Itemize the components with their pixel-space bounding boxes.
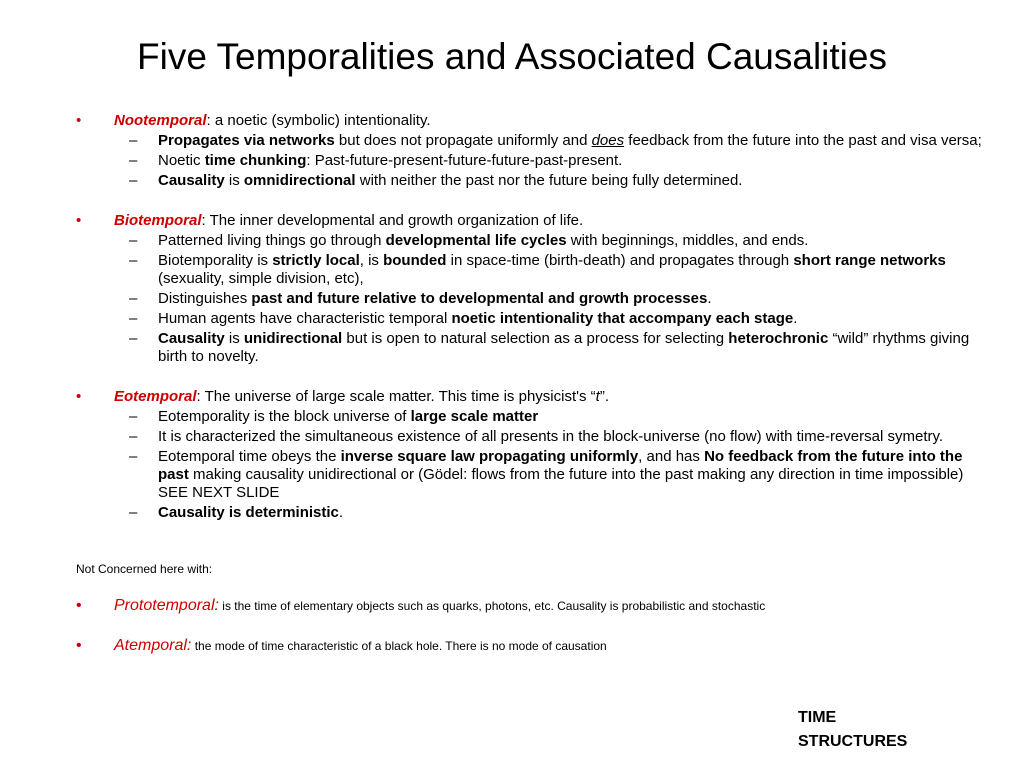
sub-item <box>76 290 986 308</box>
sub-item <box>76 504 986 522</box>
text: It is characterized the simultaneous existence of all presents in the block-universe (no flow) with time-reversal symetry. <box>158 428 944 445</box>
text-bold: past and future relative to developmental and growth processes <box>251 290 708 307</box>
desc-biotemporal: : The inner developmental and growth organization of life. <box>201 212 584 229</box>
time-structures-label <box>798 706 907 754</box>
dash-icon: – <box>129 252 138 269</box>
bullet-prototemporal <box>76 596 986 616</box>
bullet-nootemporal <box>76 112 986 130</box>
text: in space-time (birth-death) and propagates through <box>446 252 794 269</box>
text-bold: omnidirectional <box>243 172 356 189</box>
bullet-atemporal <box>76 636 986 656</box>
dash-icon: – <box>129 504 138 521</box>
text: but does not propagate uniformly and <box>334 132 592 149</box>
text: feedback from the future into the past and visa versa; <box>624 132 982 149</box>
text: , and has <box>638 448 705 465</box>
sub-item <box>76 152 986 170</box>
text: “wild” rhythms giving birth to novelty. <box>158 330 970 365</box>
text-italic: t <box>595 388 600 405</box>
text-bold: developmental life cycles <box>385 232 567 249</box>
sub-item <box>76 408 986 426</box>
sub-item <box>76 428 986 446</box>
dash-icon: – <box>129 132 138 149</box>
bullet-eotemporal <box>76 388 986 406</box>
bullet-icon: • <box>76 112 82 129</box>
sub-item <box>76 172 986 190</box>
text: but is open to natural selection as a process for selecting <box>342 330 729 347</box>
text: with neither the past nor the future being fully determined. <box>355 172 743 189</box>
text-bold: large scale matter <box>410 408 539 425</box>
dash-icon: – <box>129 172 138 189</box>
text-bold: Propagates via networks <box>158 132 335 149</box>
text-bold: inverse square law propagating uniformly <box>340 448 639 465</box>
bullet-biotemporal <box>76 212 986 230</box>
stamp-line-1: TIME <box>798 709 837 726</box>
bullet-icon: • <box>76 597 82 614</box>
dash-icon: – <box>129 152 138 169</box>
text-bold: strictly local <box>272 252 360 269</box>
sub-item <box>76 132 986 150</box>
term-eotemporal: Eotemporal <box>114 388 197 405</box>
dash-icon: – <box>129 448 138 465</box>
desc-atemporal: the mode of time characteristic of a black hole. There is no mode of causation <box>191 639 607 653</box>
dash-icon: – <box>129 290 138 307</box>
text: is <box>224 172 244 189</box>
text: Biotemporality is <box>158 252 273 269</box>
text: Distinguishes <box>158 290 252 307</box>
text-bold: bounded <box>383 252 447 269</box>
term-biotemporal: Biotemporal <box>114 212 202 229</box>
text: : Past-future-present-future-future-past-present. <box>306 152 623 169</box>
text: (sexuality, simple division, etc), <box>158 270 364 287</box>
text: . <box>793 310 798 327</box>
desc-nootemporal: : a noetic (symbolic) intentionality. <box>206 112 431 129</box>
text: Eotemporal time obeys the <box>158 448 341 465</box>
bullet-icon: • <box>76 637 82 654</box>
dash-icon: – <box>129 310 138 327</box>
dash-icon: – <box>129 428 138 445</box>
text: ”. <box>599 388 609 405</box>
text: Human agents have characteristic temporal <box>158 310 452 327</box>
text: Patterned living things go through <box>158 232 386 249</box>
stamp-line-2: STRUCTURES <box>798 733 908 750</box>
text: Noetic <box>158 152 205 169</box>
text-bold: short range networks <box>793 252 946 269</box>
term-atemporal: Atemporal: <box>114 637 192 654</box>
text: , is <box>359 252 384 269</box>
text-bold: Causality is deterministic <box>158 504 339 521</box>
text: making causality unidirectional or (Gödel: flows from the future into the past making any direction in time impossible) SEE NEXT SLIDE <box>158 466 964 501</box>
sub-item <box>76 330 986 366</box>
bullet-icon: • <box>76 212 82 229</box>
dash-icon: – <box>129 408 138 425</box>
not-concerned-label: Not Concerned here with: <box>76 562 213 576</box>
text-bold: unidirectional <box>243 330 343 347</box>
text-bold: time chunking <box>204 152 307 169</box>
sub-item <box>76 310 986 328</box>
slide-title: Five Temporalities and Associated Causalities <box>137 36 887 77</box>
bullet-icon: • <box>76 388 82 405</box>
dash-icon: – <box>129 330 138 347</box>
text-bold: heterochronic <box>728 330 829 347</box>
sub-item <box>76 252 986 288</box>
text: . <box>338 504 344 521</box>
text-bold: noetic intentionality that accompany each stage <box>451 310 794 327</box>
slide-body <box>76 112 986 658</box>
term-nootemporal: Nootemporal <box>114 112 207 129</box>
text-emph: does <box>591 132 625 149</box>
text: . <box>707 290 712 307</box>
desc-prototemporal: is the time of elementary objects such as quarks, photons, etc. Causality is probabilistic and stochastic <box>218 599 766 613</box>
text-bold: No feedback from the future into the past <box>158 448 963 483</box>
term-prototemporal: Prototemporal: <box>114 597 219 614</box>
text-bold: Causality <box>158 172 225 189</box>
text: is <box>224 330 244 347</box>
text: Eotemporality is the block universe of <box>158 408 411 425</box>
dash-icon: – <box>129 232 138 249</box>
desc-eotemporal: : The universe of large scale matter. This time is physicist's “ <box>196 388 596 405</box>
sub-item <box>76 232 986 250</box>
text: with beginnings, middles, and ends. <box>566 232 809 249</box>
sub-item <box>76 448 986 502</box>
text-bold: Causality <box>158 330 225 347</box>
